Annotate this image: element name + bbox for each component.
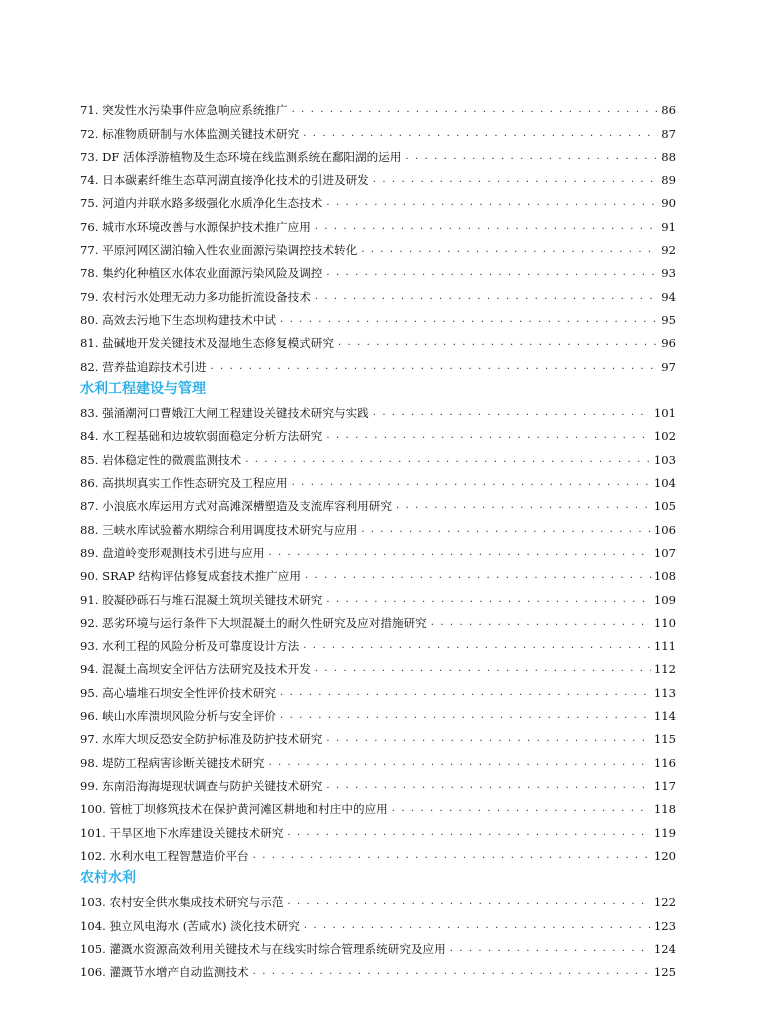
toc-entry[interactable] bbox=[80, 537, 676, 560]
dot-leader bbox=[280, 686, 651, 700]
toc-entry[interactable] bbox=[80, 746, 676, 769]
toc-entry-title: 101. 干旱区地下水库建设关键技术研究 bbox=[80, 825, 284, 840]
toc-entry-title: 73. DF 活体浮游植物及生态环境在线监测系统在鄱阳湖的运用 bbox=[80, 149, 402, 164]
toc-entry[interactable] bbox=[80, 187, 676, 210]
dot-leader bbox=[245, 453, 651, 467]
toc-entry[interactable] bbox=[80, 164, 676, 187]
dot-leader bbox=[253, 849, 651, 863]
dot-leader bbox=[315, 662, 651, 676]
dot-leader bbox=[280, 709, 651, 723]
toc-entry-page-number: 88 bbox=[661, 149, 676, 164]
toc-entry[interactable] bbox=[80, 583, 676, 606]
toc-entry-page-number: 95 bbox=[661, 312, 676, 327]
toc-entry-title: 91. 胶凝砂砾石与堆石混凝土筑坝关键技术研究 bbox=[80, 592, 323, 607]
toc-entry-page-number: 110 bbox=[653, 615, 676, 630]
toc-entry[interactable] bbox=[80, 909, 676, 932]
toc-entry-page-number: 92 bbox=[661, 243, 676, 258]
toc-entry[interactable] bbox=[80, 304, 676, 327]
toc-entry-title: 77. 平原河网区湖泊输入性农业面源污染调控技术转化 bbox=[80, 243, 358, 258]
toc-entry[interactable] bbox=[80, 443, 676, 466]
toc-entry[interactable] bbox=[80, 560, 676, 583]
toc-entry-page-number: 107 bbox=[653, 545, 676, 560]
section-heading: 农村水利 bbox=[80, 870, 136, 887]
toc-entry[interactable] bbox=[80, 490, 676, 513]
dot-leader bbox=[292, 476, 651, 490]
toc-entry-page-number: 114 bbox=[653, 709, 676, 724]
toc-entry[interactable] bbox=[80, 840, 676, 863]
dot-leader bbox=[292, 103, 659, 117]
toc-entry-title: 71. 突发性水污染事件应急响应系统推广 bbox=[80, 103, 288, 118]
toc-entry-page-number: 104 bbox=[653, 476, 676, 491]
toc-entry-title: 97. 水库大坝反恐安全防护标准及防护技术研究 bbox=[80, 732, 323, 747]
toc-entry[interactable] bbox=[80, 770, 676, 793]
toc-entry-page-number: 103 bbox=[653, 452, 676, 467]
toc-entry-page-number: 122 bbox=[653, 895, 676, 910]
toc-entry[interactable] bbox=[80, 933, 676, 956]
toc-entry[interactable] bbox=[80, 280, 676, 303]
dot-leader bbox=[303, 639, 651, 653]
dot-leader bbox=[326, 779, 650, 793]
dot-leader bbox=[431, 616, 651, 630]
toc-entry[interactable] bbox=[80, 513, 676, 536]
toc-entry-title: 75. 河道内并联水路多级强化水质净化生态技术 bbox=[80, 196, 323, 211]
toc-entry[interactable] bbox=[80, 397, 676, 420]
toc-entry[interactable] bbox=[80, 117, 676, 140]
dot-leader bbox=[280, 313, 658, 327]
dot-leader bbox=[305, 569, 651, 583]
dot-leader bbox=[315, 220, 658, 234]
toc-entry-page-number: 108 bbox=[653, 569, 676, 584]
dot-leader bbox=[315, 290, 658, 304]
toc-entry[interactable] bbox=[80, 350, 676, 373]
toc-entry[interactable] bbox=[80, 676, 676, 699]
dot-leader bbox=[373, 406, 651, 420]
dot-leader bbox=[361, 523, 651, 537]
toc-entry-page-number: 90 bbox=[661, 196, 676, 211]
dot-leader bbox=[210, 360, 658, 374]
toc-entry-page-number: 119 bbox=[653, 825, 676, 840]
toc-entry[interactable] bbox=[80, 607, 676, 630]
dot-leader bbox=[361, 243, 658, 257]
toc-entry-title: 85. 岩体稳定性的微震监测技术 bbox=[80, 452, 242, 467]
toc-entry-title: 79. 农村污水处理无动力多功能折流设备技术 bbox=[80, 289, 311, 304]
toc-entry[interactable] bbox=[80, 94, 676, 117]
dot-leader bbox=[450, 942, 651, 956]
toc-entry-page-number: 86 bbox=[661, 103, 676, 118]
toc-entry-page-number: 111 bbox=[653, 639, 676, 654]
toc-entry-title: 96. 峡山水库溃坝风险分析与安全评价 bbox=[80, 709, 277, 724]
dot-leader bbox=[326, 429, 650, 443]
toc-entry-title: 76. 城市水环境改善与水源保护技术推广应用 bbox=[80, 219, 311, 234]
toc-entry-title: 106. 灌溉节水增产自动监测技术 bbox=[80, 965, 249, 980]
toc-entry-page-number: 120 bbox=[653, 848, 676, 863]
toc-entry-page-number: 116 bbox=[653, 755, 676, 770]
toc-entry-page-number: 123 bbox=[653, 918, 676, 933]
toc-entry-page-number: 97 bbox=[661, 359, 676, 374]
toc-entry-title: 94. 混凝土高坝安全评估方法研究及技术开发 bbox=[80, 662, 311, 677]
dot-leader bbox=[373, 173, 658, 187]
toc-entry-page-number: 124 bbox=[653, 941, 676, 956]
toc-entry-page-number: 117 bbox=[653, 778, 676, 793]
toc-entry-title: 103. 农村安全供水集成技术研究与示范 bbox=[80, 895, 284, 910]
toc-entry[interactable] bbox=[80, 956, 676, 979]
toc-entry-title: 86. 高拱坝真实工作性态研究及工程应用 bbox=[80, 476, 288, 491]
toc-entry[interactable] bbox=[80, 327, 676, 350]
toc-entry-title: 88. 三峡水库试验蓄水期综合利用调度技术研究与应用 bbox=[80, 522, 358, 537]
dot-leader bbox=[396, 499, 651, 513]
dot-leader bbox=[326, 593, 650, 607]
dot-leader bbox=[326, 196, 658, 210]
toc-entry-title: 90. SRAP 结构评估修复成套技术推广应用 bbox=[80, 569, 301, 584]
dot-leader bbox=[326, 732, 650, 746]
toc-entry-page-number: 87 bbox=[661, 126, 676, 141]
toc-entry[interactable] bbox=[80, 653, 676, 676]
toc-entry-title: 95. 高心墙堆石坝安全性评价技术研究 bbox=[80, 685, 277, 700]
dot-leader bbox=[287, 895, 650, 909]
toc-entry[interactable] bbox=[80, 210, 676, 233]
toc-entry-page-number: 89 bbox=[661, 173, 676, 188]
table-of-contents bbox=[80, 94, 676, 979]
toc-entry-title: 89. 盘道岭变形观测技术引进与应用 bbox=[80, 545, 265, 560]
toc-entry-page-number: 91 bbox=[661, 219, 676, 234]
dot-leader bbox=[405, 150, 658, 164]
dot-leader bbox=[303, 127, 658, 141]
toc-entry-title: 87. 小浪底水库运用方式对高滩深槽塑造及支流库容利用研究 bbox=[80, 499, 392, 514]
toc-entry-title: 105. 灌溉水资源高效利用关键技术与在线实时综合管理系统研究及应用 bbox=[80, 941, 446, 956]
toc-entry-page-number: 118 bbox=[653, 802, 676, 817]
toc-entry-page-number: 109 bbox=[653, 592, 676, 607]
toc-entry-page-number: 105 bbox=[653, 499, 676, 514]
toc-entry-page-number: 94 bbox=[661, 289, 676, 304]
toc-entry-title: 99. 东南沿海海堤现状调查与防护关键技术研究 bbox=[80, 778, 323, 793]
toc-entry-title: 93. 水利工程的风险分析及可靠度设计方法 bbox=[80, 639, 300, 654]
toc-entry-page-number: 101 bbox=[653, 406, 676, 421]
toc-entry-title: 72. 标准物质研制与水体监测关键技术研究 bbox=[80, 126, 300, 141]
dot-leader bbox=[326, 266, 658, 280]
toc-entry-title: 82. 营养盐追踪技术引进 bbox=[80, 359, 207, 374]
toc-entry-title: 100. 管桩丁坝修筑技术在保护黄河滩区耕地和村庄中的应用 bbox=[80, 802, 388, 817]
toc-entry-title: 92. 恶劣环境与运行条件下大坝混凝土的耐久性研究及应对措施研究 bbox=[80, 615, 427, 630]
toc-entry[interactable] bbox=[80, 420, 676, 443]
toc-entry-title: 102. 水利水电工程智慧造价平台 bbox=[80, 848, 249, 863]
toc-entry-title: 80. 高效去污地下生态坝构建技术中试 bbox=[80, 312, 277, 327]
toc-entry-title: 104. 独立风电海水 (苦咸水) 淡化技术研究 bbox=[80, 918, 300, 933]
dot-leader bbox=[268, 756, 650, 770]
toc-entry-title: 74. 日本碳素纤维生态草河湖直接净化技术的引进及研发 bbox=[80, 173, 369, 188]
toc-entry-title: 81. 盐碱地开发关键技术及湿地生态修复模式研究 bbox=[80, 336, 334, 351]
toc-entry[interactable] bbox=[80, 886, 676, 909]
toc-entry[interactable] bbox=[80, 234, 676, 257]
dot-leader bbox=[338, 336, 658, 350]
toc-entry-page-number: 115 bbox=[653, 732, 676, 747]
section-heading: 水利工程建设与管理 bbox=[80, 380, 206, 397]
toc-entry[interactable] bbox=[80, 816, 676, 839]
toc-entry-title: 98. 堤防工程病害诊断关键技术研究 bbox=[80, 755, 265, 770]
dot-leader bbox=[268, 546, 650, 560]
toc-entry-page-number: 113 bbox=[653, 685, 676, 700]
dot-leader bbox=[392, 802, 651, 816]
toc-entry[interactable] bbox=[80, 467, 676, 490]
toc-entry[interactable] bbox=[80, 630, 676, 653]
dot-leader bbox=[253, 965, 651, 979]
dot-leader bbox=[287, 826, 650, 840]
toc-entry[interactable] bbox=[80, 257, 676, 280]
toc-entry-page-number: 96 bbox=[661, 336, 676, 351]
toc-entry-page-number: 106 bbox=[653, 522, 676, 537]
toc-entry-page-number: 102 bbox=[653, 429, 676, 444]
toc-entry-title: 78. 集约化种植区水体农业面源污染风险及调控 bbox=[80, 266, 323, 281]
toc-entry[interactable] bbox=[80, 141, 676, 164]
toc-entry[interactable] bbox=[80, 700, 676, 723]
toc-entry-title: 84. 水工程基础和边坡软弱面稳定分析方法研究 bbox=[80, 429, 323, 444]
toc-entry-page-number: 112 bbox=[653, 662, 676, 677]
dot-leader bbox=[304, 919, 651, 933]
toc-entry-page-number: 93 bbox=[661, 266, 676, 281]
toc-entry[interactable] bbox=[80, 723, 676, 746]
toc-entry[interactable] bbox=[80, 793, 676, 816]
toc-entry-page-number: 125 bbox=[653, 965, 676, 980]
toc-entry-title: 83. 强涌潮河口曹娥江大闸工程建设关键技术研究与实践 bbox=[80, 406, 369, 421]
